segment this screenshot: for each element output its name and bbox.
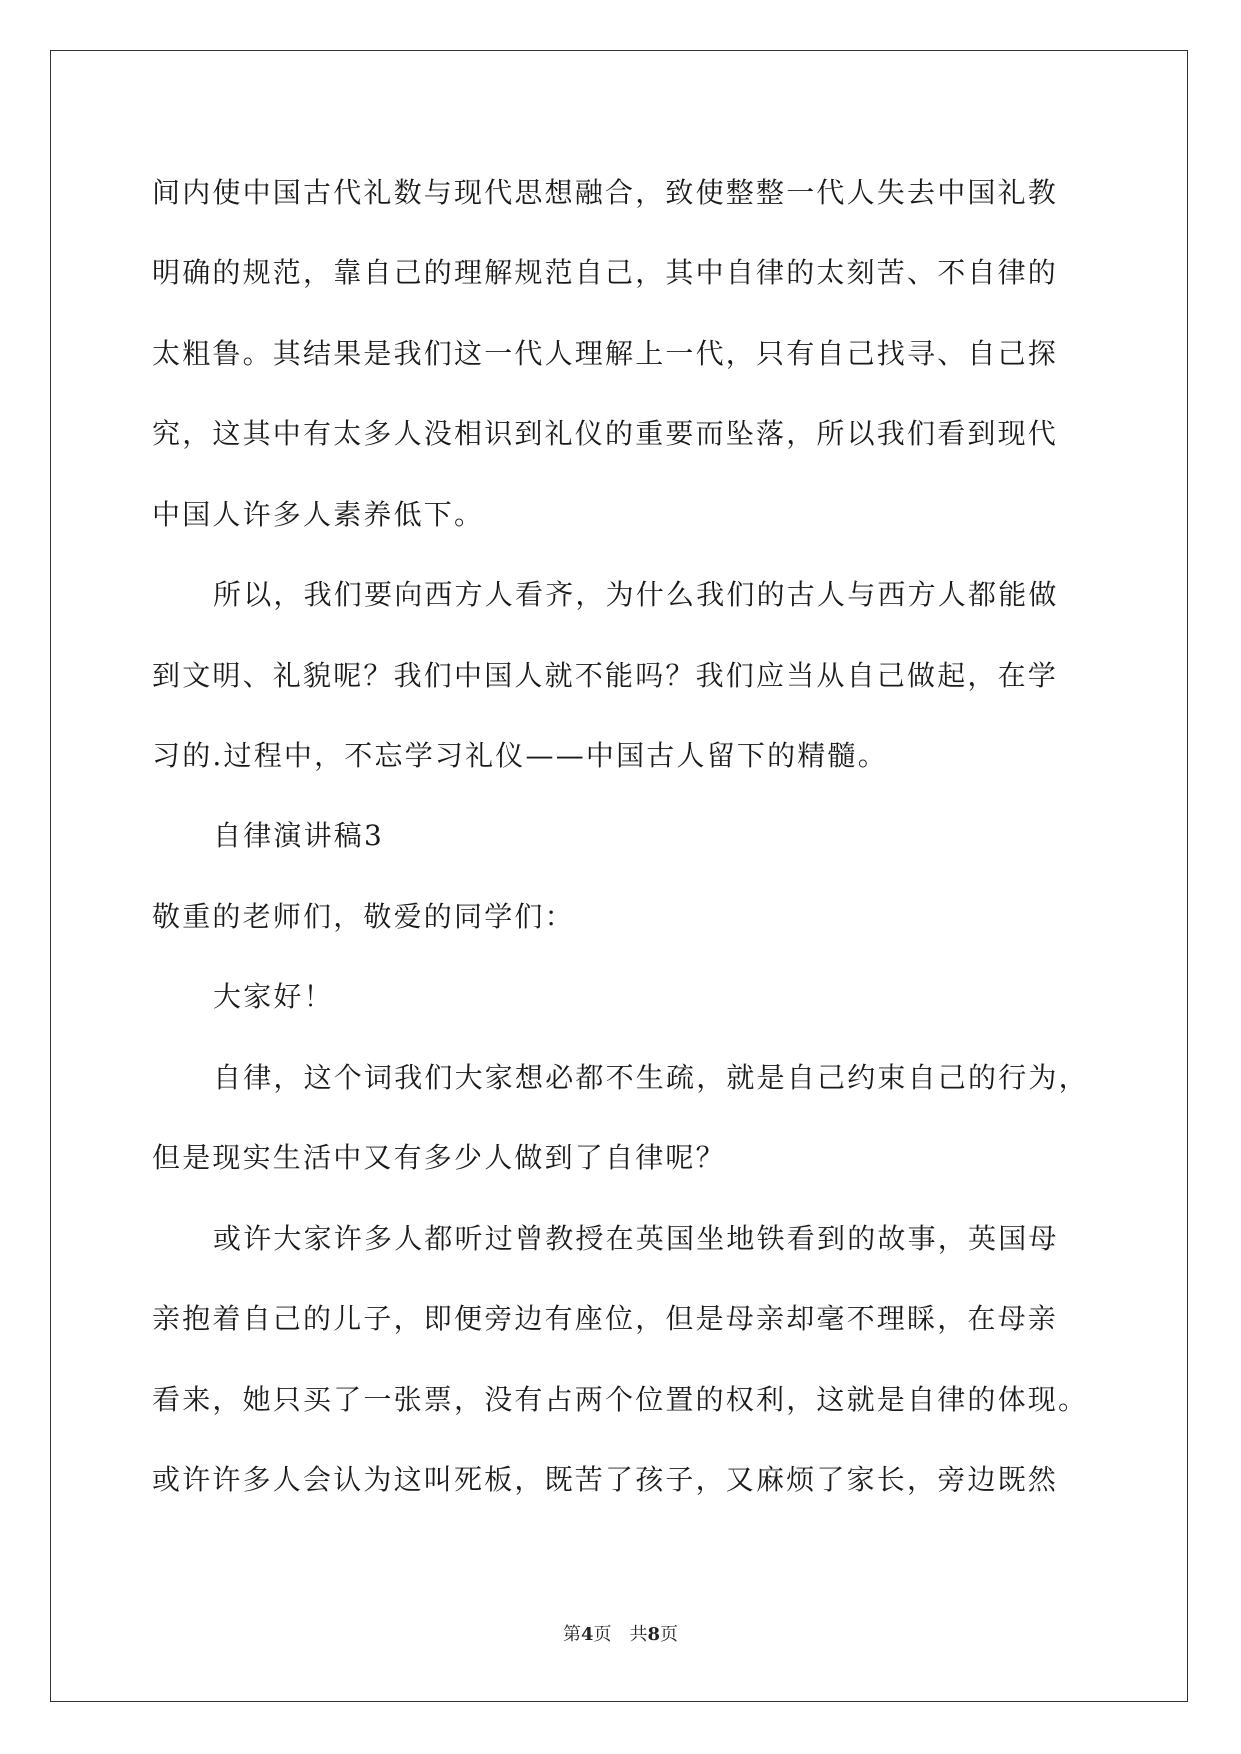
greeting: 大家好！ bbox=[213, 980, 334, 1013]
text-line: 亲抱着自己的儿子，即便旁边有座位，但是母亲却毫不理睬，在母亲 bbox=[152, 1302, 1059, 1335]
footer-prefix: 第 bbox=[562, 1624, 581, 1645]
page-frame bbox=[50, 50, 1188, 1702]
text-line: 或许许多人会认为这叫死板，既苦了孩子，又麻烦了家长，旁边既然 bbox=[152, 1463, 1059, 1496]
paragraph-start-line: 或许大家许多人都听过曾教授在英国坐地铁看到的故事，英国母 bbox=[213, 1222, 1059, 1255]
text-line: 间内使中国古代礼数与现代思想融合，致使整整一代人失去中国礼教 bbox=[152, 176, 1059, 209]
paragraph-start-line: 自律，这个词我们大家想必都不生疏，就是自己约束自己的行为， bbox=[213, 1061, 1089, 1094]
text-line: 看来，她只买了一张票，没有占两个位置的权利，这就是自律的体现。 bbox=[152, 1383, 1089, 1416]
paragraph-start-line: 所以，我们要向西方人看齐，为什么我们的古人与西方人都能做 bbox=[213, 578, 1059, 611]
text-line: 但是现实生活中又有多少人做到了自律呢？ bbox=[152, 1141, 726, 1174]
text-line: 中国人许多人素养低下。 bbox=[152, 498, 485, 531]
text-line: 太粗鲁。其结果是我们这一代人理解上一代，只有自己找寻、自己探 bbox=[152, 337, 1059, 370]
footer-suffix: 页 bbox=[660, 1624, 679, 1645]
text-line: 明确的规范，靠自己的理解规范自己，其中自律的太刻苦、不自律的 bbox=[152, 256, 1059, 289]
section-title: 自律演讲稿3 bbox=[213, 819, 385, 852]
text-line: 究，这其中有太多人没相识到礼仪的重要而坠落，所以我们看到现代 bbox=[152, 417, 1059, 450]
salutation: 敬重的老师们，敬爱的同学们： bbox=[152, 900, 575, 933]
page-footer bbox=[0, 1620, 1241, 1646]
text-line: 到文明、礼貌呢？我们中国人就不能吗？我们应当从自己做起，在学 bbox=[152, 659, 1059, 692]
current-page-number: 4 bbox=[580, 1624, 594, 1645]
footer-mid: 页 共 bbox=[593, 1624, 648, 1645]
text-line: 习的.过程中，不忘学习礼仪——中国古人留下的精髓。 bbox=[152, 739, 888, 772]
total-page-number: 8 bbox=[647, 1624, 661, 1645]
